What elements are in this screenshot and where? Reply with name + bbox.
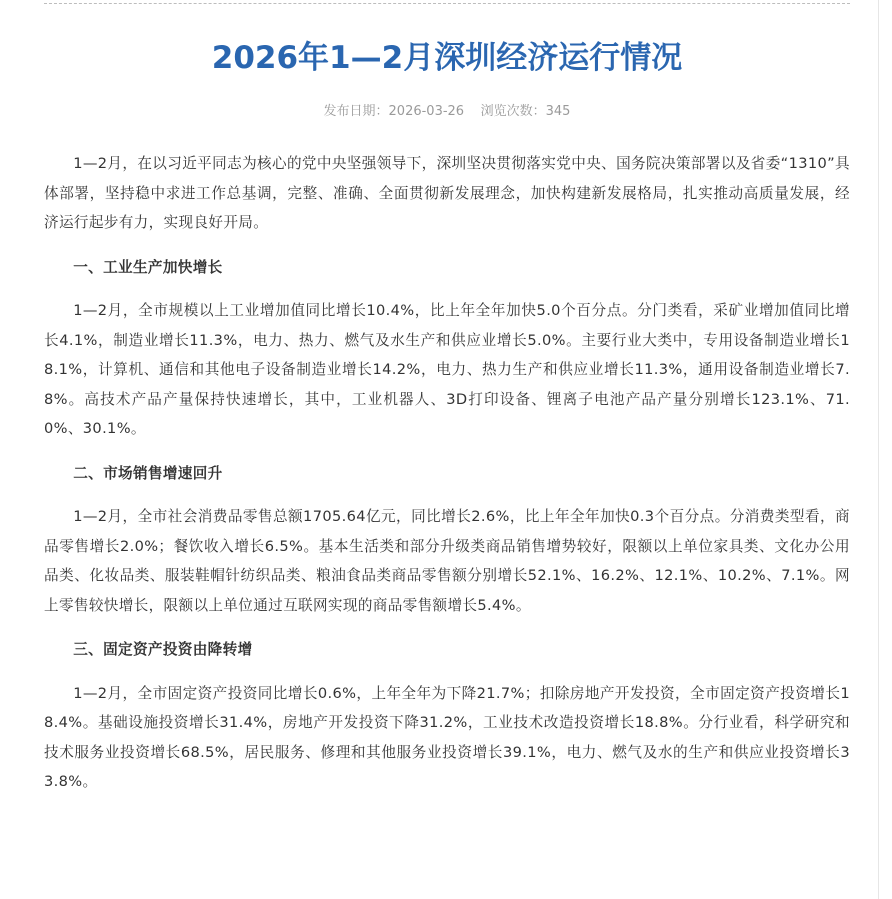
section-body-retail: 1—2月，全市社会消费品零售总额1705.64亿元，同比增长2.6%，比上年全年加快0.3个百分点。分消费类型看，商品零售增长2.0%；餐饮收入增长6.5%。基本生活类和部分升级类商品销售增势较好，限额以上单位家具类、文化办公用品类、化妆品类、服装鞋帽针纺织品类、粮油食品类商品零售额分别增长52.1%、16.2%、12.1%、10.2%、7.1%。网上零售较快增长，限额以上单位通过互联网实现的商品零售额增长5.4%。	[44, 508, 850, 614]
top-dashed-divider	[44, 3, 850, 4]
view-count: 浏览次数：345	[480, 104, 571, 119]
section-body-industry: 1—2月，全市规模以上工业增加值同比增长10.4%，比上年全年加快5.0个百分点。分门类看，采矿业增加值同比增长4.1%，制造业增长11.3%，电力、热力、燃气及水生产和供应业增长5.0%。主要行业大类中，专用设备制造业增长18.1%，计算机、通信和其他电子设备制造业增长14.2%，电力、热力生产和供应业增长11.3%，通用设备制造业增长7.8%。高技术产品产量保持快速增长，其中，工业机器人、3D打印设备、锂离子电池产品产量分别增长123.1%、71.0%、30.1%。	[44, 302, 850, 437]
article-title: 2026年1—2月深圳经济运行情况	[211, 40, 683, 76]
page-right-border	[878, 0, 879, 899]
article-meta	[44, 101, 850, 123]
section-heading-investment: 三、固定资产投资由降转增	[73, 641, 253, 658]
section-heading-retail: 二、市场销售增速回升	[73, 464, 223, 482]
intro-paragraph: 1—2月，在以习近平同志为核心的党中央坚强领导下，深圳坚决贯彻落实党中央、国务院决策部署以及省委“1310”具体部署，坚持稳中求进工作总基调，完整、准确、全面贯彻新发展理念，加快构建新发展格局，扎实推动高质量发展，经济运行起步有力，实现良好开局。	[44, 155, 850, 231]
publish-date: 发布日期：2026-03-26	[323, 104, 465, 119]
meta-spacer	[468, 104, 476, 119]
article-body	[44, 149, 850, 797]
section-heading-industry: 一、工业生产加快增长	[73, 258, 223, 276]
section-body-investment: 1—2月，全市固定资产投资同比增长0.6%，上年全年为下降21.7%；扣除房地产开发投资，全市固定资产投资增长18.4%。基础设施投资增长31.4%，房地产开发投资下降31.2%，工业技术改造投资增长18.8%。分行业看，科学研究和技术服务业投资增长68.5%，居民服务、修理和其他服务业投资增长39.1%，电力、燃气及水的生产和供应业投资增长33.8%。	[44, 684, 850, 790]
